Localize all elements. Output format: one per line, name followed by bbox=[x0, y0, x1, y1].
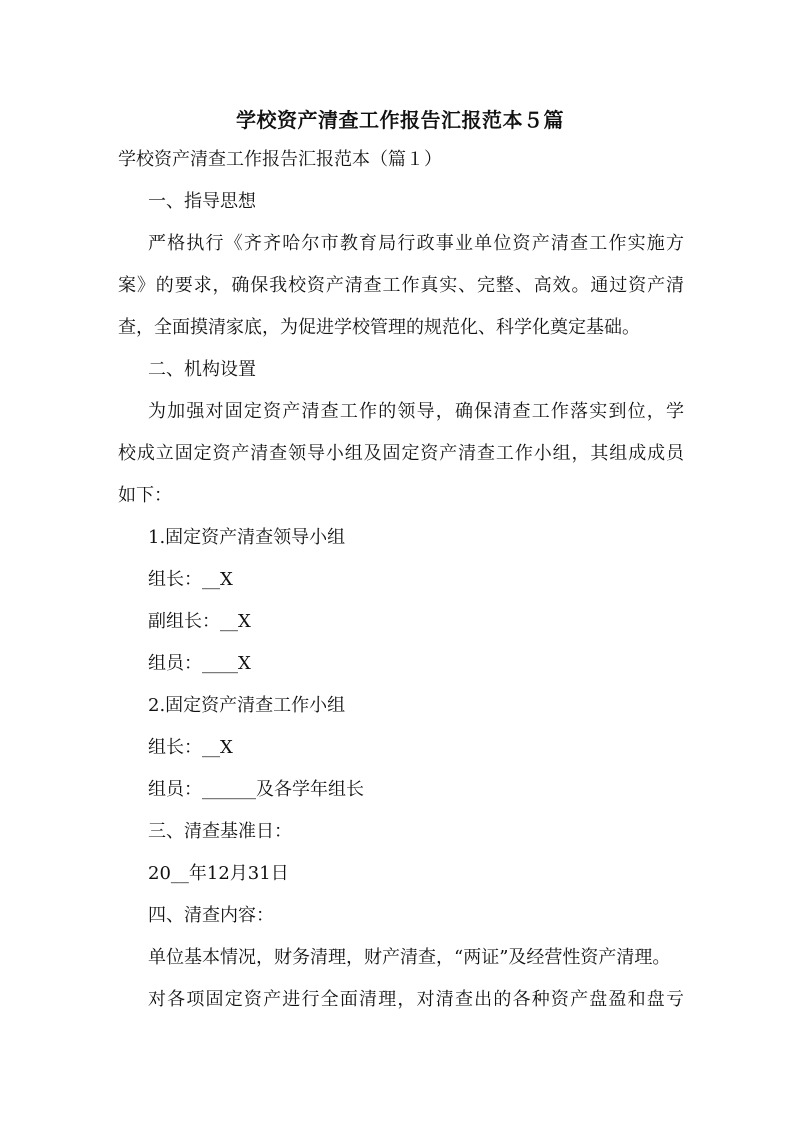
heading-guiding-thought: 一、指导思想 bbox=[148, 191, 256, 212]
list-item-leader-group: 1.固定资产清查领导小组 bbox=[148, 527, 346, 548]
paragraph-line: 对各项固定资产进行全面清理，对清查出的各种资产盘盈和盘亏 bbox=[148, 989, 684, 1010]
list-item-work-group: 2.固定资产清查工作小组 bbox=[148, 695, 346, 716]
heading-organization: 二、机构设置 bbox=[148, 359, 256, 380]
heading-content: 四、清查内容： bbox=[148, 905, 274, 926]
paragraph-line: 严格执行《齐齐哈尔市教育局行政事业单位资产清查工作实施方 bbox=[148, 233, 684, 254]
paragraph-line: 校成立固定资产清查领导小组及固定资产清查工作小组，其组成成员 bbox=[118, 443, 684, 464]
paragraph-line: 查，全面摸清家底，为促进学校管理的规范化、科学化奠定基础。 bbox=[118, 317, 640, 338]
list-item: 副组长：__X bbox=[148, 611, 251, 632]
paragraph-line: 单位基本情况，财务清理，财产清查，“两证”及经营性资产清理。 bbox=[148, 947, 671, 968]
document-title: 学校资产清查工作报告汇报范本５篇 bbox=[236, 108, 564, 132]
list-item: 组长：__X bbox=[148, 737, 233, 758]
list-item: 组员：____X bbox=[148, 653, 251, 674]
section-heading-article-1: 学校资产清查工作报告汇报范本（篇１） bbox=[118, 149, 442, 170]
paragraph-line: 为加强对固定资产清查工作的领导，确保清查工作落实到位，学 bbox=[148, 401, 684, 422]
heading-base-date: 三、清查基准日： bbox=[148, 821, 292, 842]
paragraph-line: 如下： bbox=[118, 485, 172, 506]
paragraph-line: 案》的要求，确保我校资产清查工作真实、完整、高效。通过资产清 bbox=[118, 275, 684, 296]
list-item: 组长：__X bbox=[148, 569, 233, 590]
base-date-value: 20__年12月31日 bbox=[148, 863, 289, 884]
list-item: 组员：______及各学年组长 bbox=[148, 779, 364, 800]
